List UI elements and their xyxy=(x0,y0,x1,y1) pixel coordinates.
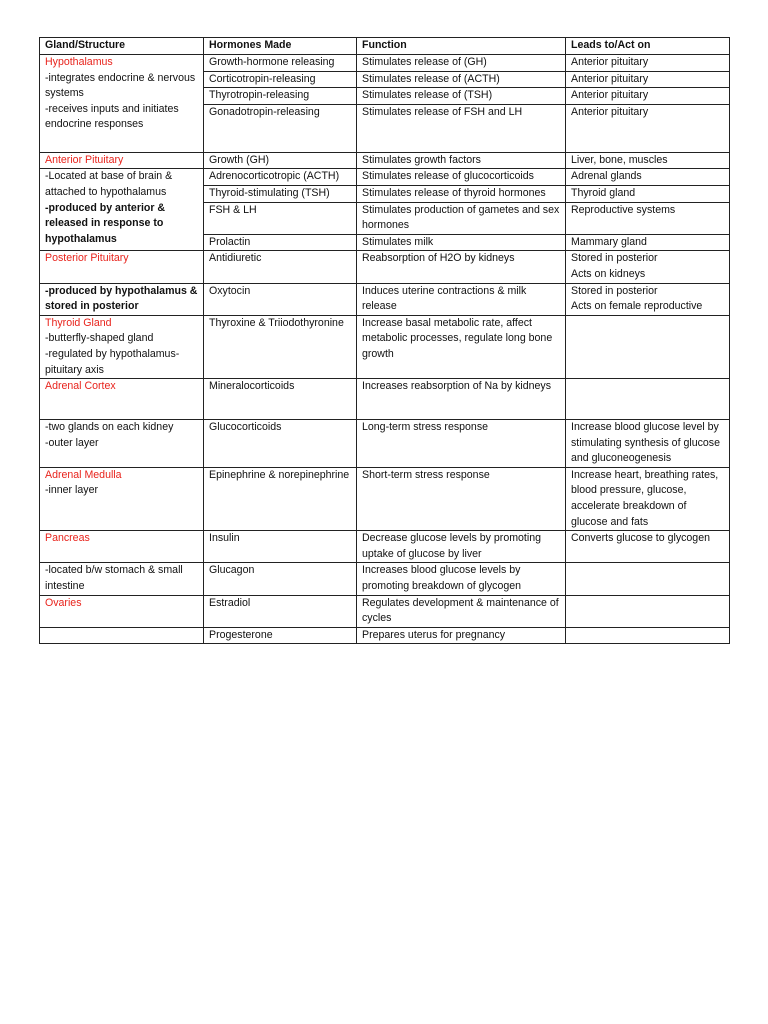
table-row xyxy=(40,379,730,420)
table-row xyxy=(40,563,730,595)
gland-cell-adrenal-medulla xyxy=(40,467,204,530)
endocrine-table xyxy=(39,37,730,644)
hormone-cell: Prolactin xyxy=(204,234,357,251)
hormone-cell: Antidiuretic xyxy=(204,251,357,283)
gland-cell-thyroid xyxy=(40,315,204,378)
function-cell: Regulates development & maintenance of cycles xyxy=(357,595,566,627)
gland-note: -Located at base of brain & attached to hypothalamus xyxy=(45,170,173,198)
gland-note: -inner layer xyxy=(45,484,98,497)
gland-cell-hypothalamus xyxy=(40,55,204,153)
function-cell: Stimulates milk xyxy=(357,234,566,251)
header-gland: Gland/Structure xyxy=(40,38,204,55)
gland-note: -regulated by hypothalamus-pituitary axis xyxy=(45,347,180,376)
target-line: Stored in posterior xyxy=(571,284,658,297)
gland-notes-adrenal-cortex xyxy=(40,420,204,468)
gland-name: Posterior Pituitary xyxy=(45,252,129,265)
header-hormones: Hormones Made xyxy=(204,38,357,55)
table-row xyxy=(40,152,730,169)
function-cell: Short-term stress response xyxy=(357,467,566,530)
target-cell: Increase heart, breathing rates, blood pressure, glucose, accelerate breakdown of glucose and fats xyxy=(566,467,730,530)
gland-note-bold: -produced by hypothalamus & stored in posterior xyxy=(40,283,204,315)
header-target: Leads to/Act on xyxy=(566,38,730,55)
function-cell: Induces uterine contractions & milk release xyxy=(357,283,566,315)
function-cell: Increase basal metabolic rate, affect metabolic processes, regulate long bone growth xyxy=(357,315,566,378)
gland-name: Anterior Pituitary xyxy=(45,153,124,166)
hormone-cell: Adrenocorticotropic (ACTH) xyxy=(204,169,357,186)
function-cell: Stimulates release of (GH) xyxy=(357,55,566,72)
function-cell: Stimulates release of (ACTH) xyxy=(357,71,566,88)
hormone-cell: Thyroxine & Triiodothyronine xyxy=(204,315,357,378)
table-row xyxy=(40,315,730,378)
target-cell: Converts glucose to glycogen xyxy=(566,531,730,563)
function-cell: Stimulates release of glucocorticoids xyxy=(357,169,566,186)
hormone-cell: Gonadotropin-releasing xyxy=(204,104,357,152)
gland-note: -butterfly-shaped gland xyxy=(45,332,154,345)
gland-name: Hypothalamus xyxy=(45,56,113,68)
target-cell: Mammary gland xyxy=(566,234,730,251)
header-function: Function xyxy=(357,38,566,55)
function-cell: Long-term stress response xyxy=(357,420,566,468)
gland-cell-empty xyxy=(40,627,204,644)
table-row xyxy=(40,531,730,563)
target-cell: Thyroid gland xyxy=(566,185,730,202)
target-cell: Reproductive systems xyxy=(566,202,730,234)
hormone-cell: Mineralocorticoids xyxy=(204,379,357,420)
hormone-cell: Thyrotropin-releasing xyxy=(204,88,357,105)
hormone-cell: Growth (GH) xyxy=(204,152,357,169)
header-row xyxy=(40,38,730,55)
function-cell: Stimulates release of FSH and LH xyxy=(357,104,566,152)
hormone-cell: Thyroid-stimulating (TSH) xyxy=(204,185,357,202)
gland-name: Adrenal Medulla xyxy=(45,468,122,481)
gland-note: -located b/w stomach & small intestine xyxy=(40,563,204,595)
gland-note-bold: -produced by anterior & released in response to hypothalamus xyxy=(45,201,166,245)
table-row xyxy=(40,169,730,186)
target-cell xyxy=(566,315,730,378)
target-cell xyxy=(566,283,730,315)
hormone-cell: Progesterone xyxy=(204,627,357,644)
target-line: Acts on kidneys xyxy=(571,267,646,280)
hormone-cell: Estradiol xyxy=(204,595,357,627)
hormone-cell: Growth-hormone releasing xyxy=(204,55,357,72)
target-line: Acts on female reproductive xyxy=(571,300,703,313)
target-cell: Liver, bone, muscles xyxy=(566,152,730,169)
hormone-cell: Oxytocin xyxy=(204,283,357,315)
gland-note: -outer layer xyxy=(45,436,99,449)
function-cell: Reabsorption of H2O by kidneys xyxy=(357,251,566,283)
gland-cell-pancreas xyxy=(40,531,204,563)
gland-name: Adrenal Cortex xyxy=(45,380,116,393)
gland-notes-anterior xyxy=(40,169,204,251)
gland-note: -two glands on each kidney xyxy=(45,421,174,434)
table-row xyxy=(40,420,730,468)
hormone-cell: Glucocorticoids xyxy=(204,420,357,468)
function-cell: Stimulates growth factors xyxy=(357,152,566,169)
gland-note: -receives inputs and initiates endocrine responses xyxy=(45,102,179,131)
target-cell xyxy=(566,595,730,627)
target-cell xyxy=(566,563,730,595)
gland-name: Thyroid Gland xyxy=(45,316,112,329)
target-cell xyxy=(566,379,730,420)
function-cell: Increases reabsorption of Na by kidneys xyxy=(357,379,566,420)
gland-name: Pancreas xyxy=(45,532,90,545)
target-cell: Increase blood glucose level by stimulating synthesis of glucose and gluconeogenesis xyxy=(566,420,730,468)
function-cell: Decrease glucose levels by promoting uptake of glucose by liver xyxy=(357,531,566,563)
table-row xyxy=(40,627,730,644)
table-row xyxy=(40,55,730,72)
target-cell: Anterior pituitary xyxy=(566,71,730,88)
table-row xyxy=(40,251,730,283)
hormone-cell: Epinephrine & norepinephrine xyxy=(204,467,357,530)
hormone-cell: Corticotropin-releasing xyxy=(204,71,357,88)
table-row xyxy=(40,467,730,530)
table-row xyxy=(40,283,730,315)
target-cell: Anterior pituitary xyxy=(566,104,730,152)
gland-cell-ovaries xyxy=(40,595,204,627)
gland-cell-adrenal-cortex xyxy=(40,379,204,420)
target-cell: Anterior pituitary xyxy=(566,88,730,105)
function-cell: Increases blood glucose levels by promoting breakdown of glycogen xyxy=(357,563,566,595)
target-cell xyxy=(566,627,730,644)
target-cell xyxy=(566,251,730,283)
gland-note: -integrates endocrine & nervous systems xyxy=(45,71,196,100)
gland-name: Ovaries xyxy=(45,596,82,609)
function-cell: Stimulates release of (TSH) xyxy=(357,88,566,105)
hormone-cell: Glucagon xyxy=(204,563,357,595)
target-line: Stored in posterior xyxy=(571,252,658,265)
table-row xyxy=(40,595,730,627)
gland-cell-posterior xyxy=(40,251,204,283)
function-cell: Prepares uterus for pregnancy xyxy=(357,627,566,644)
target-cell: Adrenal glands xyxy=(566,169,730,186)
function-cell: Stimulates production of gametes and sex hormones xyxy=(357,202,566,234)
gland-cell-anterior xyxy=(40,152,204,169)
hormone-cell: Insulin xyxy=(204,531,357,563)
function-cell: Stimulates release of thyroid hormones xyxy=(357,185,566,202)
hormone-cell: FSH & LH xyxy=(204,202,357,234)
target-cell: Anterior pituitary xyxy=(566,55,730,72)
